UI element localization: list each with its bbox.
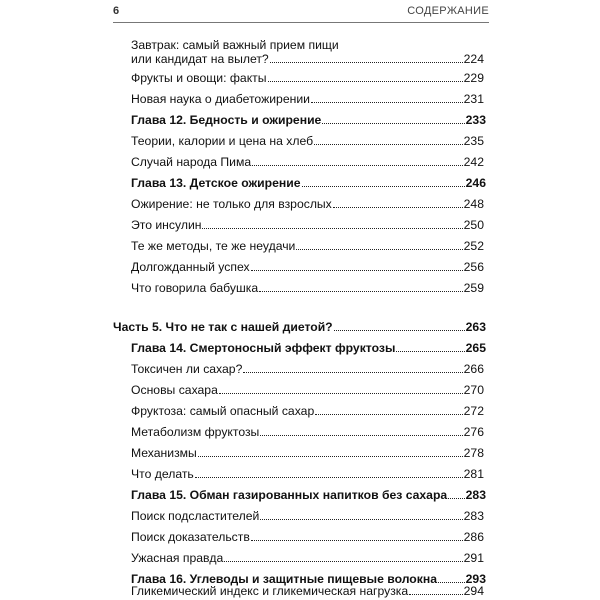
toc-entry[interactable] bbox=[131, 404, 484, 418]
toc-entry-label: Глава 14. Смертоносный эффект фруктозы bbox=[131, 341, 396, 355]
toc-entry[interactable] bbox=[131, 530, 484, 544]
running-title: СОДЕРЖАНИЕ bbox=[407, 5, 489, 17]
toc-chapter-entry[interactable] bbox=[131, 341, 486, 355]
toc-entry[interactable] bbox=[131, 92, 484, 106]
toc-entry-label: Глава 12. Бедность и ожирение bbox=[131, 113, 322, 127]
dot-leader bbox=[270, 61, 463, 63]
toc-page-number: 235 bbox=[463, 134, 484, 148]
dot-leader bbox=[260, 434, 462, 436]
toc-entry[interactable] bbox=[131, 218, 484, 232]
dot-leader bbox=[315, 413, 462, 415]
toc-page-number: 224 bbox=[463, 52, 484, 66]
toc-entry-label: Что говорила бабушка bbox=[131, 281, 259, 295]
toc-page-number: 248 bbox=[463, 197, 484, 211]
toc-entry[interactable] bbox=[131, 383, 484, 397]
toc-entry-label: Поиск подсластителей bbox=[131, 509, 260, 523]
toc-page-number: 270 bbox=[463, 383, 484, 397]
dot-leader bbox=[251, 269, 463, 271]
toc-page-number: 286 bbox=[463, 530, 484, 544]
toc-entry[interactable] bbox=[131, 551, 484, 565]
toc-page-number: 259 bbox=[463, 281, 484, 295]
toc-page-number: 265 bbox=[465, 341, 486, 355]
toc-entry-label: Глава 13. Детское ожирение bbox=[131, 176, 301, 190]
toc-entry[interactable] bbox=[131, 584, 484, 598]
toc-entry-label: Фруктоза: самый опасный сахар bbox=[131, 404, 315, 418]
toc-part-entry[interactable] bbox=[113, 320, 486, 334]
toc-page-number: 281 bbox=[463, 467, 484, 481]
toc-page-number: 276 bbox=[463, 425, 484, 439]
dot-leader bbox=[251, 539, 463, 541]
dot-leader bbox=[260, 518, 462, 520]
toc-page-number: 291 bbox=[463, 551, 484, 565]
toc-chapter-entry[interactable] bbox=[131, 176, 486, 190]
toc-entry-label: Глава 16. Углеводы и защитные пищевые волокна bbox=[131, 572, 437, 586]
toc-page-number: 231 bbox=[463, 92, 484, 106]
toc-entry-label: Поиск доказательств bbox=[131, 530, 250, 544]
dot-leader bbox=[333, 206, 463, 208]
toc-page-number: 252 bbox=[463, 239, 484, 253]
toc-entry[interactable] bbox=[131, 362, 484, 376]
toc-entry-label: Что делать bbox=[131, 467, 194, 481]
toc-entry[interactable] bbox=[131, 260, 484, 274]
toc-page-number: 233 bbox=[465, 113, 486, 127]
dot-leader bbox=[268, 80, 463, 82]
toc-page-number: 278 bbox=[463, 446, 484, 460]
toc-entry-label-line1: Завтрак: самый важный прием пищи bbox=[131, 38, 339, 52]
dot-leader bbox=[198, 455, 463, 457]
toc-entry-label: Ужасная правда bbox=[131, 551, 224, 565]
dot-leader bbox=[202, 227, 462, 229]
page-header bbox=[113, 2, 489, 20]
toc-page-number: 250 bbox=[463, 218, 484, 232]
toc-entry-label: или кандидат на вылет? bbox=[131, 52, 269, 66]
toc-entry-label: Новая наука о диабетожирении bbox=[131, 92, 310, 106]
toc-entry-label: Случай народа Пима bbox=[131, 155, 252, 169]
dot-leader bbox=[409, 593, 462, 595]
toc-entry-label: Часть 5. Что не так с нашей диетой? bbox=[113, 320, 333, 334]
toc-chapter-entry[interactable] bbox=[131, 113, 486, 127]
toc-entry[interactable] bbox=[131, 425, 484, 439]
dot-leader bbox=[438, 581, 465, 583]
toc-entry-label: Фрукты и овощи: факты bbox=[131, 71, 267, 85]
toc-entry[interactable] bbox=[131, 134, 484, 148]
toc-entry-label: Те же методы, те же неудачи bbox=[131, 239, 296, 253]
dot-leader bbox=[259, 290, 463, 292]
toc-page-number: 283 bbox=[463, 509, 484, 523]
toc-page-number: 272 bbox=[463, 404, 484, 418]
toc-entry-label: Глава 15. Обман газированных напитков без сахара bbox=[131, 488, 448, 502]
dot-leader bbox=[334, 329, 465, 331]
dot-leader bbox=[396, 350, 464, 352]
toc-entry[interactable] bbox=[131, 155, 484, 169]
dot-leader bbox=[195, 476, 463, 478]
toc-entry[interactable] bbox=[131, 509, 484, 523]
toc-entry-label: Токсичен ли сахар? bbox=[131, 362, 243, 376]
toc-page-number: 246 bbox=[465, 176, 486, 190]
toc-entry-label: Ожирение: не только для взрослых bbox=[131, 197, 332, 211]
toc-page-number: 266 bbox=[463, 362, 484, 376]
toc-entry[interactable] bbox=[131, 446, 484, 460]
toc-page-number: 263 bbox=[465, 320, 486, 334]
toc-entry-label: Основы сахара bbox=[131, 383, 218, 397]
toc-entry[interactable] bbox=[131, 281, 484, 295]
page-number: 6 bbox=[113, 5, 120, 17]
toc-entry[interactable] bbox=[131, 239, 484, 253]
toc-entry[interactable] bbox=[131, 467, 484, 481]
toc-entry-breakfast[interactable] bbox=[131, 38, 484, 66]
header-rule bbox=[113, 22, 489, 23]
toc-page-number: 242 bbox=[463, 155, 484, 169]
dot-leader bbox=[219, 392, 463, 394]
dot-leader bbox=[311, 101, 463, 103]
dot-leader bbox=[224, 560, 462, 562]
toc-entry[interactable] bbox=[131, 71, 484, 85]
toc-entry-label: Метаболизм фруктозы bbox=[131, 425, 260, 439]
dot-leader bbox=[243, 371, 462, 373]
toc-entry-label: Гликемический индекс и гликемическая нагрузка bbox=[131, 584, 409, 598]
toc-chapter-entry[interactable] bbox=[131, 488, 486, 502]
dot-leader bbox=[322, 122, 464, 124]
toc-page-number: 256 bbox=[463, 260, 484, 274]
dot-leader bbox=[296, 248, 462, 250]
dot-leader bbox=[314, 143, 463, 145]
dot-leader bbox=[252, 164, 463, 166]
toc-entry-label: Это инсулин bbox=[131, 218, 202, 232]
dot-leader bbox=[302, 185, 465, 187]
toc-entry-label: Механизмы bbox=[131, 446, 197, 460]
toc-page-number: 283 bbox=[465, 488, 486, 502]
toc-page-number: 293 bbox=[465, 572, 486, 586]
toc-entry-label: Долгожданный успех bbox=[131, 260, 250, 274]
toc-page-number: 294 bbox=[463, 584, 484, 598]
toc-entry[interactable] bbox=[131, 197, 484, 211]
toc-entry-label: Теории, калории и цена на хлеб bbox=[131, 134, 314, 148]
dot-leader bbox=[448, 497, 464, 499]
toc-page-number: 229 bbox=[463, 71, 484, 85]
